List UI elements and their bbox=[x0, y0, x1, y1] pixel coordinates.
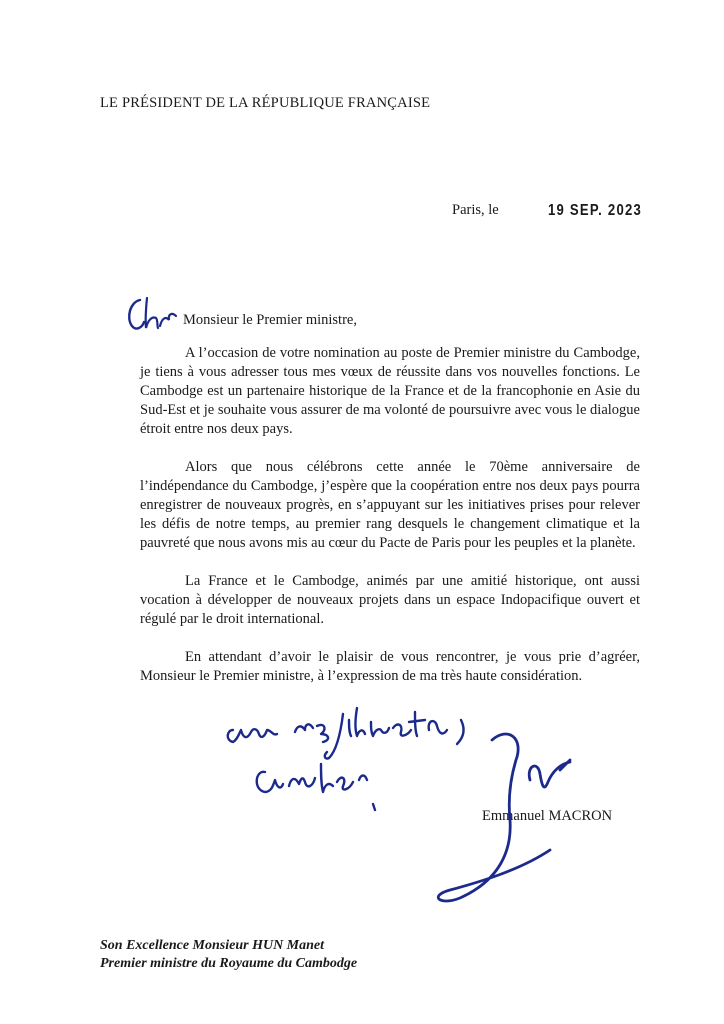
signature bbox=[420, 720, 620, 920]
addressee-block bbox=[100, 937, 357, 973]
date-stamp: 19 SEP. 2023 bbox=[548, 202, 643, 219]
paragraph-1: A l’occasion de votre nomination au poste de Premier ministre du Cambodge, je tiens à vous adresser tous mes vœux de réussite dans vos nouvelles fonctions. Le Cambodge est un partenaire historique de la France et de la francophonie en Asie du Sud-Est et je souhaite vous assurer de ma volonté de poursuivre avec vous le dialogue étroit entre nos deux pays. bbox=[140, 345, 640, 437]
date-place: Paris, le bbox=[452, 202, 499, 218]
letterhead-title: LE PRÉSIDENT DE LA RÉPUBLIQUE FRANÇAISE bbox=[100, 95, 431, 111]
paragraph-4: En attendant d’avoir le plaisir de vous rencontrer, je vous prie d’agréer, Monsieur le Premier ministre, à l’expression de ma très haute considération. bbox=[140, 649, 640, 684]
signer-name: Emmanuel MACRON bbox=[482, 808, 613, 824]
paragraph-2: Alors que nous célébrons cette année le 70ème anniversaire de l’indépendance du Cambodge, j’espère que la coopération entre nos deux pays pourra enregistrer de nouveaux progrès, en s’appuyant sur les initiatives prises pour relever les défis de notre temps, au premier rang desquels le changement climatique et la pauvreté que nous avons mis au cœur du Pacte de Paris pour les peuples et la planète. bbox=[140, 459, 640, 551]
paragraph-3: La France et le Cambodge, animés par une amitié historique, ont aussi vocation à développer de nouveaux projets dans un espace Indopacifique ouvert et régulé par le droit international. bbox=[140, 573, 640, 627]
addressee-title: Premier ministre du Royaume du Cambodge bbox=[100, 956, 358, 971]
salutation: Monsieur le Premier ministre, bbox=[183, 312, 357, 328]
addressee-name: Son Excellence Monsieur HUN Manet bbox=[100, 938, 325, 953]
letter-body bbox=[140, 344, 640, 705]
handwritten-salutation bbox=[122, 292, 182, 337]
